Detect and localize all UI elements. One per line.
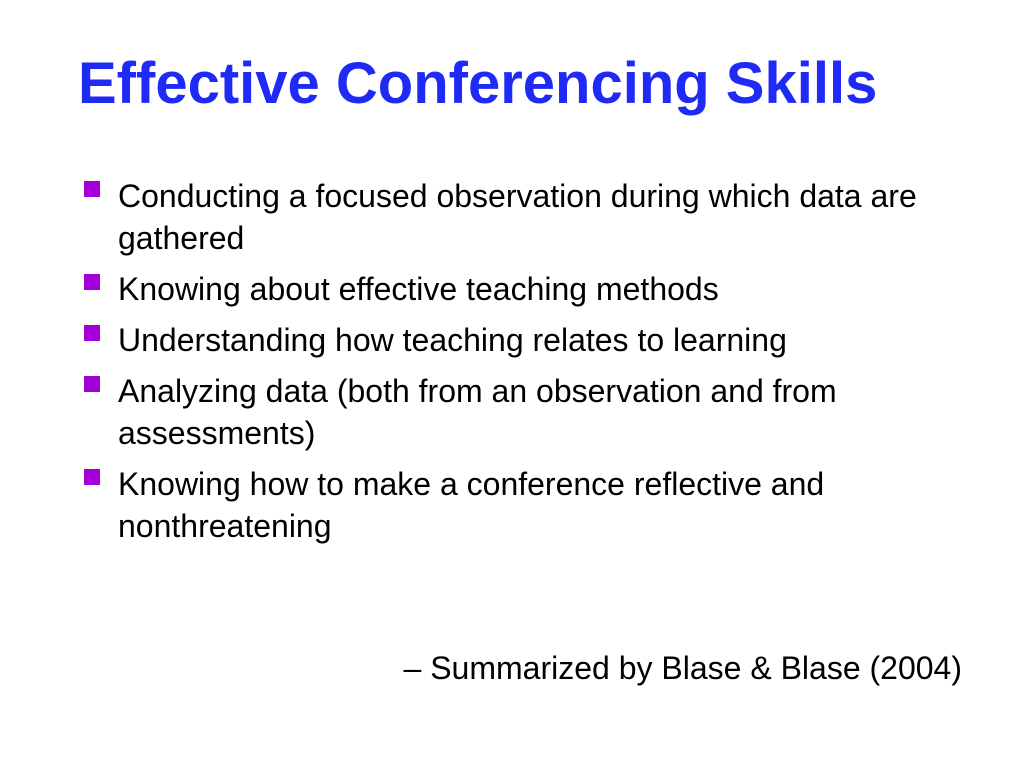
bullet-item xyxy=(84,268,964,310)
bullet-item xyxy=(84,175,964,259)
bullet-text: Knowing how to make a conference reflective and nonthreatening xyxy=(118,466,825,544)
bullet-text: Knowing about effective teaching methods xyxy=(118,271,719,307)
square-bullet-icon xyxy=(84,274,100,290)
attribution-text: – Summarized by Blase & Blase (2004) xyxy=(403,650,962,686)
bullet-text: Analyzing data (both from an observation and from assessments) xyxy=(118,373,837,451)
bullet-list xyxy=(84,175,964,556)
bullet-item xyxy=(84,370,964,454)
square-bullet-icon xyxy=(84,469,100,485)
square-bullet-icon xyxy=(84,325,100,341)
bullet-item xyxy=(84,319,964,361)
bullet-item xyxy=(84,463,964,547)
square-bullet-icon xyxy=(84,376,100,392)
square-bullet-icon xyxy=(84,181,100,197)
bullet-text: Understanding how teaching relates to learning xyxy=(118,322,787,358)
slide-title: Effective Conferencing Skills xyxy=(78,51,878,116)
bullet-text: Conducting a focused observation during which data are gathered xyxy=(118,178,917,256)
